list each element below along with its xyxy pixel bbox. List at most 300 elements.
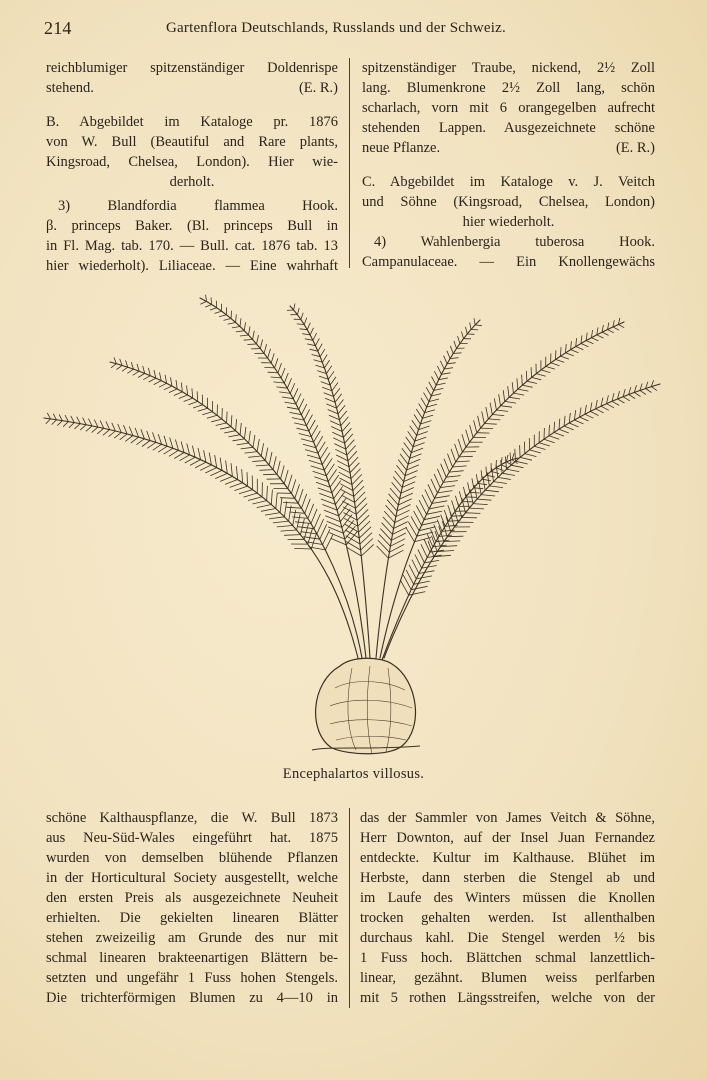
leaflet — [205, 305, 211, 308]
leaflet — [580, 417, 589, 421]
leaflet — [253, 331, 255, 340]
leaflet — [422, 566, 437, 569]
leaflet — [322, 355, 327, 363]
leaflet — [236, 331, 244, 332]
leaflet — [415, 555, 422, 569]
leaflet — [486, 467, 487, 476]
leaflet — [328, 410, 338, 414]
text-line: schöne Kalthauspflanze, die W. Bull 1873 — [46, 810, 338, 826]
leaflet — [261, 443, 263, 456]
leaflet — [549, 436, 559, 440]
leaflet — [361, 544, 373, 556]
leaflet — [141, 429, 145, 438]
leaflet — [330, 377, 336, 385]
leaflet — [502, 473, 515, 475]
leaflet — [455, 496, 458, 507]
leaflet — [181, 383, 182, 392]
leaflet — [244, 493, 258, 497]
leaflet — [232, 327, 240, 328]
text-line: 4) Wahlenbergia tuberosa Hook. — [374, 234, 655, 250]
leaflet — [301, 439, 314, 442]
leaflet — [554, 432, 564, 436]
leaflet — [437, 366, 441, 374]
leaflet — [304, 409, 310, 420]
leaflet — [434, 388, 444, 390]
leaflet — [247, 344, 256, 345]
upper-left-column — [46, 58, 338, 276]
leaflet — [481, 470, 482, 479]
leaflet — [576, 338, 577, 346]
leaflet — [159, 383, 167, 387]
leaflet — [197, 391, 198, 401]
leaflet — [454, 341, 457, 349]
leaflet — [210, 308, 217, 310]
leaflet — [444, 541, 460, 542]
leaflet — [429, 506, 445, 509]
leaflet — [219, 315, 226, 317]
leaflet — [209, 453, 211, 465]
leaflet — [449, 471, 463, 472]
leaflet — [428, 484, 435, 498]
leaflet — [299, 434, 312, 437]
leaflet — [341, 490, 354, 497]
leaflet — [324, 510, 339, 516]
text-line: Herbste, dann sterben die Stengel ab und — [360, 870, 655, 886]
leaflet — [230, 483, 243, 488]
leaflet — [57, 421, 62, 426]
leaflet — [564, 426, 574, 430]
leaflet — [339, 472, 351, 478]
text-line: schmal linearen brakteenartigen Blättern be- — [46, 950, 338, 966]
leaflet — [335, 394, 342, 403]
leaflet — [473, 504, 488, 505]
leaflet — [444, 368, 453, 369]
leaflet — [303, 537, 319, 540]
leaflet — [424, 516, 440, 519]
leaflet — [256, 465, 269, 466]
leaflet — [284, 373, 288, 383]
leaflet — [414, 581, 430, 584]
leaflet — [564, 416, 565, 426]
leaflet — [485, 490, 499, 492]
leaflet — [313, 333, 317, 340]
leaflet — [147, 431, 150, 441]
leaflet — [314, 431, 321, 442]
leaflet — [215, 311, 222, 313]
leaflet — [483, 476, 485, 490]
leaflet — [450, 346, 453, 354]
leaflet — [429, 382, 434, 391]
leaflet — [382, 523, 393, 535]
leaflet — [237, 443, 249, 445]
leaflet — [490, 403, 492, 415]
leaflet — [283, 502, 298, 503]
leaflet — [326, 404, 336, 408]
leaflet — [511, 465, 523, 468]
leaflet — [591, 338, 598, 341]
leaflet — [297, 428, 309, 431]
leaflet — [176, 380, 177, 389]
leaflet — [202, 412, 212, 415]
running-title: Gartenflora Deutschlands, Russlands und der Schweiz. — [166, 20, 506, 36]
leaflet — [551, 363, 560, 366]
leaflet — [315, 338, 319, 345]
leaflet — [566, 353, 574, 356]
leaflet — [522, 385, 532, 387]
leaflet — [241, 447, 253, 449]
leaflet — [494, 399, 496, 411]
leaflet — [607, 404, 615, 408]
leaflet — [405, 471, 418, 476]
text-line: erhielten. Die gekielten linearen Blätter — [46, 910, 338, 926]
leaflet — [418, 549, 425, 562]
leaflet — [257, 335, 259, 344]
leaflet — [269, 452, 272, 465]
leaflet — [103, 430, 110, 436]
leaflet — [302, 494, 307, 508]
leaflet — [204, 450, 206, 462]
leaflet — [240, 318, 241, 326]
leaflet — [431, 394, 441, 396]
leaflet — [287, 407, 299, 409]
leaflet — [431, 479, 437, 493]
leaflet — [224, 319, 232, 321]
frond — [384, 384, 660, 658]
leaflet — [314, 477, 328, 482]
text-line: Campanulaceae. — Ein Knollengewächs — [362, 254, 655, 270]
leaflet — [200, 465, 211, 471]
leaflet — [244, 339, 253, 340]
leaflet — [174, 392, 183, 396]
leaflet — [536, 374, 546, 377]
leaflet — [281, 368, 285, 378]
leaflet — [92, 427, 98, 433]
leaflet — [240, 423, 241, 435]
leaflet — [522, 375, 523, 386]
leaflet — [499, 394, 501, 405]
leaflet — [228, 435, 240, 437]
text-line: Die trichterförmigen Blumen zu 4—10 in — [46, 990, 338, 1006]
leaflet — [417, 532, 433, 536]
leaflet — [307, 415, 313, 426]
leaflet — [136, 439, 144, 445]
leaflet — [455, 444, 459, 457]
leaflet — [549, 425, 550, 436]
leaflet — [571, 341, 572, 350]
leaflet — [340, 478, 353, 485]
leaflet — [294, 548, 311, 549]
leaflet — [299, 399, 304, 410]
leaflet — [334, 444, 346, 450]
leaflet — [164, 448, 173, 454]
leaflet — [169, 450, 179, 456]
leaflet — [506, 462, 512, 466]
leaflet — [333, 438, 344, 443]
leaflet — [440, 486, 455, 488]
leaflet — [120, 434, 127, 440]
text-line: von W. Bull (Beautiful and Rare plants, — [46, 134, 338, 150]
text-line: B. Abgebildet im Kataloge pr. 1876 — [46, 114, 338, 130]
leaflet — [472, 478, 474, 488]
leaflet — [233, 439, 245, 441]
leaflet — [406, 437, 413, 447]
leaflet — [154, 381, 162, 385]
leaflet — [541, 370, 550, 373]
leaflet — [311, 466, 325, 470]
leaflet — [307, 455, 320, 459]
leaflet — [443, 481, 458, 483]
leaflet — [301, 532, 317, 534]
text-line: 1 Fuss hoch. Blättchen schmal lanzettlich- — [360, 950, 655, 966]
leaflet — [275, 358, 278, 368]
leaflet — [236, 314, 237, 322]
leaflet — [432, 501, 447, 504]
leaflet — [248, 497, 262, 501]
leaflet — [415, 437, 427, 441]
leaflet — [298, 489, 303, 503]
text-line: hier wiederholt). Liliaceae. — Eine wahrhaft — [46, 258, 338, 274]
leaflet — [356, 504, 367, 515]
leaflet — [316, 482, 330, 487]
leaflet — [612, 401, 619, 405]
leaflet — [331, 427, 342, 432]
leaflet — [231, 463, 232, 476]
leaflet — [280, 497, 282, 512]
leaflet — [476, 474, 477, 483]
leaflet — [459, 491, 462, 501]
leaflet — [462, 332, 464, 339]
leaflet — [175, 440, 178, 451]
frond — [290, 306, 370, 658]
text-line: spitzenständiger Traube, nickend, 2½ Zoll — [362, 60, 655, 76]
text-line: setzten und ungefähr 1 Fuss hohen Stengels. — [46, 970, 338, 986]
leaflet — [448, 454, 453, 467]
leaflet — [318, 488, 332, 493]
leaflet — [257, 439, 259, 452]
page-header — [44, 14, 664, 40]
leaflet — [316, 436, 323, 448]
leaflet — [501, 465, 508, 468]
leaflet — [289, 512, 304, 513]
leaflet — [273, 456, 276, 469]
leaflet — [651, 387, 657, 391]
leaflet — [143, 376, 150, 380]
leaflet — [329, 415, 340, 420]
text-line: mit 5 rothen Längsstreifen, welche von der — [360, 990, 655, 1006]
leaflet — [482, 411, 485, 423]
leaflet — [284, 470, 288, 484]
leaflet — [193, 405, 203, 408]
leaflet — [441, 464, 447, 478]
leaflet — [590, 411, 598, 415]
leaflet — [328, 527, 343, 533]
leaflet — [284, 535, 300, 536]
leaflet — [339, 503, 349, 516]
text-line: Herr Downton, auf der Insel Juan Fernandez — [360, 830, 655, 846]
leaflet — [290, 383, 295, 393]
leaflet — [466, 327, 468, 334]
leaflet — [534, 446, 545, 449]
leaflet — [171, 377, 172, 386]
leaflet — [164, 436, 167, 446]
leaflet — [395, 516, 409, 523]
leaflet — [477, 499, 491, 500]
leaflet — [432, 377, 437, 386]
lower-left-column — [46, 808, 338, 1008]
leaflet — [265, 513, 280, 516]
leaflet — [410, 426, 417, 436]
leaflet — [469, 508, 484, 509]
leaflet — [412, 560, 419, 574]
leaflet — [281, 530, 297, 531]
leaflet — [324, 360, 329, 368]
leaflet — [268, 372, 278, 373]
leaflet — [409, 592, 426, 596]
text-line: hier wiederholt. — [462, 214, 555, 230]
leaflet — [287, 378, 291, 388]
text-fragment: neue Pflanze. — [362, 140, 441, 156]
leaflet — [296, 394, 301, 405]
leaflet — [417, 432, 428, 436]
leaflet — [46, 419, 51, 424]
leaflet — [305, 450, 318, 454]
leaflet — [439, 378, 448, 380]
leaflet — [517, 378, 518, 389]
leaflet — [279, 392, 290, 394]
leaflet — [357, 509, 368, 520]
leaflet — [117, 365, 123, 369]
leaflet — [416, 409, 422, 418]
leaflet — [278, 363, 282, 373]
leaflet — [416, 576, 432, 579]
leaflet — [411, 586, 427, 589]
text-line: β. princeps Baker. (Bl. princeps Bull in — [46, 218, 338, 234]
leaflet — [452, 500, 456, 511]
leaflet — [301, 404, 307, 415]
upper-right-column — [362, 58, 655, 272]
leaflet — [118, 424, 122, 432]
leaflet — [265, 448, 268, 461]
leaflet — [309, 460, 322, 464]
leaflet — [342, 422, 350, 431]
leaflet — [244, 322, 245, 330]
leaflet — [608, 330, 614, 333]
leaflet — [419, 527, 435, 531]
leaflet — [343, 428, 351, 437]
leaflet — [444, 356, 448, 364]
leaflet — [574, 420, 583, 424]
leaflet — [290, 412, 302, 414]
leaflet — [384, 511, 395, 522]
leaflet — [215, 473, 227, 478]
leaflet — [413, 443, 425, 447]
leaflet — [444, 510, 448, 521]
leaflet — [453, 466, 467, 467]
leaflet — [475, 325, 482, 326]
leaflet — [276, 387, 287, 388]
leaflet — [532, 377, 542, 379]
leaflet — [179, 395, 188, 399]
leaflet — [596, 409, 604, 413]
leaflet — [515, 449, 516, 461]
leaflet — [308, 528, 313, 544]
leaflet — [211, 419, 222, 422]
leaflet — [419, 404, 425, 413]
leaflet — [269, 517, 284, 519]
leaflet — [207, 415, 217, 418]
leaflet — [142, 441, 150, 447]
leaflet — [597, 335, 604, 338]
leaflet — [231, 415, 232, 426]
leaflet — [331, 538, 347, 545]
page-number: 214 — [44, 18, 72, 38]
leaflet — [458, 439, 462, 452]
leaflet — [181, 442, 184, 453]
text-line: Kingsroad, Chelsea, London). Hier wie- — [46, 154, 338, 170]
leaflet — [585, 405, 587, 414]
text-line: in Fl. Mag. tab. 170. — Bull. cat. 1876 tab. 13 — [46, 238, 338, 254]
leaflet — [294, 303, 295, 310]
leaflet — [492, 415, 504, 416]
leaflet — [122, 367, 128, 371]
leaflet — [274, 382, 285, 383]
leaflet — [277, 526, 293, 527]
leaflet — [420, 421, 431, 424]
leaflet — [329, 533, 344, 540]
leaflet — [505, 401, 516, 403]
leaflet — [307, 323, 310, 330]
leaflet — [452, 516, 464, 517]
leaflet — [135, 428, 139, 437]
leaflet — [489, 486, 503, 488]
leaflet — [294, 423, 306, 426]
leaflet — [471, 329, 478, 330]
text-line: C. Abgebildet im Kataloge v. J. Veitch — [362, 174, 655, 190]
leaflet — [566, 344, 567, 353]
leaflet — [414, 415, 420, 425]
leaflet — [559, 419, 560, 430]
leaflet — [337, 461, 349, 467]
leaflet — [343, 520, 353, 533]
leaflet — [585, 414, 594, 418]
leaflet — [286, 507, 301, 508]
leaflet — [501, 406, 513, 408]
leaflet — [211, 298, 212, 305]
column-divider — [349, 808, 350, 1008]
leaflet — [260, 470, 274, 471]
leaflet — [322, 505, 337, 511]
leaflet — [554, 422, 555, 433]
leaflet — [478, 416, 481, 428]
leaflet — [484, 424, 496, 425]
leaflet — [308, 504, 314, 519]
leaflet — [634, 392, 640, 396]
leaflet — [402, 448, 410, 458]
leaflet — [264, 344, 267, 353]
leaflet — [441, 515, 445, 527]
leaflet — [336, 455, 348, 461]
leaflet — [463, 487, 466, 497]
leaflet — [470, 492, 480, 493]
leaflet — [158, 446, 167, 452]
leaflet — [465, 513, 480, 514]
leaflet — [337, 400, 344, 409]
leaflet — [174, 453, 184, 459]
leaflet — [401, 488, 414, 494]
leaflet — [192, 388, 193, 398]
leaflet — [192, 446, 195, 458]
leaflet — [80, 425, 86, 430]
